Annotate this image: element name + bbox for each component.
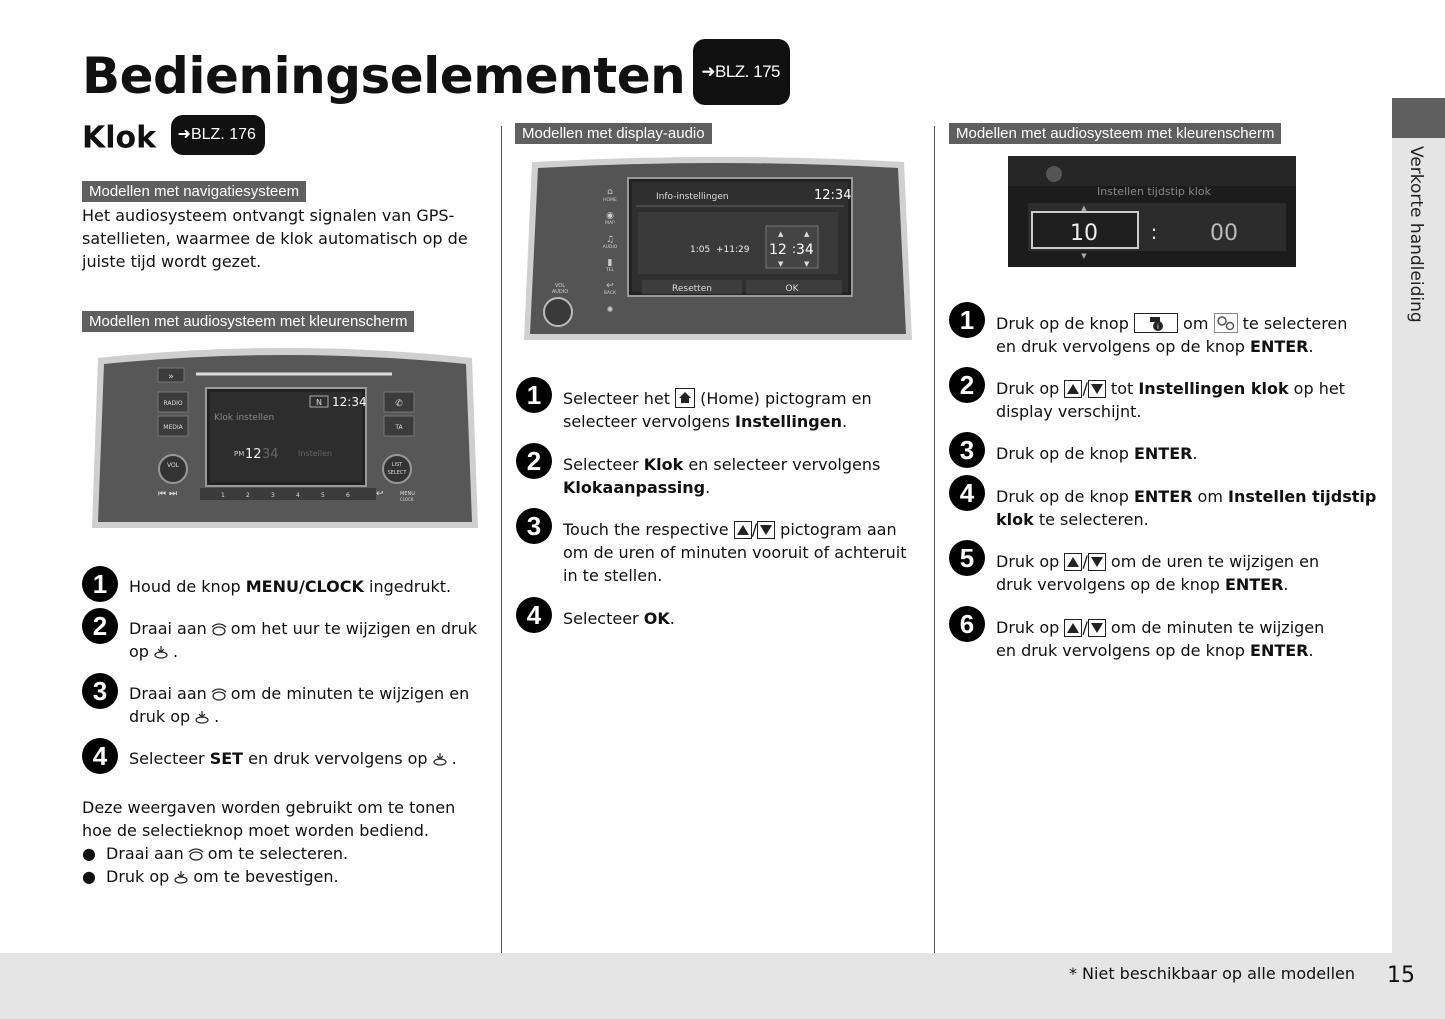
- step-number: 6: [949, 606, 985, 642]
- rotate-knob-icon: [210, 622, 228, 636]
- audio-icon[interactable]: ♫: [605, 235, 615, 245]
- preset-2[interactable]: 2: [246, 492, 250, 499]
- settings-icon: [1214, 313, 1238, 333]
- section-page-ref[interactable]: ➜BLZ. 176: [171, 115, 265, 155]
- up-arrow-icon: [1064, 553, 1082, 571]
- side-label-back: BACK: [603, 291, 617, 296]
- press-knob-icon: [152, 645, 170, 659]
- press-knob-icon: [172, 870, 190, 884]
- up-arrow-icon: [1064, 619, 1082, 637]
- arrow-right-icon: ➜: [701, 61, 715, 81]
- screen-title: Klok instellen: [214, 413, 275, 423]
- ta-button[interactable]: TA: [395, 424, 403, 431]
- nav-description: Het audiosysteem ontvangt signalen van GPS-satellieten, waarmee de klok automatisch op de juiste tijd wordt gezet.: [82, 206, 468, 271]
- screen-clock: 12:34: [814, 188, 852, 203]
- home-icon: [675, 388, 695, 408]
- side-label-tel: TEL: [605, 268, 615, 273]
- step-number: 2: [516, 443, 552, 479]
- screen-title: Info-instellingen: [656, 192, 729, 202]
- page-footer: [0, 953, 1445, 1019]
- skip-icons: ⏮ ⏭: [158, 489, 178, 499]
- display-audio-label: Modellen met display-audio: [515, 123, 712, 144]
- top-icon-text: »: [168, 372, 174, 382]
- up-arrow-icon: [1064, 380, 1082, 398]
- chapter-label: Verkorte handleiding: [1406, 146, 1426, 323]
- step-number: 4: [516, 597, 552, 633]
- display-audio-unit-image: [524, 156, 912, 340]
- column-divider: [934, 126, 935, 953]
- arrow-down-icon[interactable]: ▼: [804, 260, 810, 268]
- down-arrow-icon: [1088, 553, 1106, 571]
- preset-6[interactable]: 6: [346, 492, 350, 499]
- list-knob[interactable]: LIST: [391, 462, 403, 468]
- footnote: * Niet beschikbaar op alle modellen: [1068, 964, 1355, 983]
- time-separator: :: [792, 242, 797, 256]
- audio-label: AUDIO: [551, 289, 569, 295]
- menu-button[interactable]: MENU: [400, 491, 415, 497]
- color-audio-label: Modellen met audiosysteem met kleurenscherm: [82, 311, 414, 332]
- vol-knob[interactable]: VOL: [166, 462, 180, 469]
- step-number: 2: [82, 608, 118, 644]
- nav-models-label: Modellen met navigatiesysteem: [82, 181, 306, 202]
- column-divider: [501, 126, 502, 953]
- screen-clock: 12:34: [332, 395, 367, 409]
- time-separator: :: [1150, 220, 1158, 244]
- vol-label: VOL: [554, 283, 566, 289]
- title-page-ref[interactable]: ➜BLZ. 175: [693, 39, 790, 105]
- preset-4[interactable]: 4: [296, 492, 300, 499]
- hour-value: 10: [1070, 221, 1098, 246]
- preset-1[interactable]: 1: [221, 492, 225, 499]
- back-icon: ↩: [376, 489, 384, 499]
- down-arrow-icon: [1088, 619, 1106, 637]
- step-number: 3: [82, 673, 118, 709]
- page-title: Bedieningselementen ➜BLZ. 175: [82, 44, 790, 113]
- step-number: 4: [82, 738, 118, 774]
- chapter-sidebar: [1392, 98, 1445, 953]
- arrow-down-icon[interactable]: ▼: [778, 260, 784, 268]
- section-title: Klok ➜BLZ. 176: [82, 119, 265, 159]
- color-audio-unit-image: [92, 344, 478, 528]
- clock-setting-screen-image: [1008, 156, 1296, 267]
- minute-value: 00: [1210, 221, 1238, 246]
- light-icon[interactable]: ✺: [606, 305, 614, 314]
- pm-indicator: PM: [234, 450, 245, 458]
- media-button[interactable]: MEDIA: [163, 424, 183, 431]
- instellen-text: Instellen: [298, 449, 333, 458]
- n-badge: N: [316, 398, 322, 407]
- rotate-knob-icon: [187, 847, 205, 861]
- step-number: 1: [516, 377, 552, 413]
- arrow-up-icon[interactable]: ▲: [778, 230, 784, 238]
- menu-info-button-icon: [1134, 313, 1178, 333]
- step-number: 1: [949, 302, 985, 338]
- preset-5[interactable]: 5: [321, 492, 325, 499]
- up-arrow-icon: [734, 521, 752, 539]
- arrow-right-icon: ➜: [177, 126, 191, 143]
- clock-label: CLOCK: [400, 497, 414, 502]
- step-number: 4: [949, 475, 985, 511]
- step-number: 2: [949, 367, 985, 403]
- side-label-map: MAP: [605, 221, 615, 226]
- side-label-audio: AUDIO: [602, 245, 618, 250]
- svg-text:i: i: [1156, 323, 1159, 331]
- screen-title: Instellen tijdstip klok: [1097, 185, 1211, 198]
- phone-icon[interactable]: ▮: [607, 258, 613, 268]
- minute-value: 34: [796, 242, 814, 258]
- down-arrow-icon: [1088, 380, 1106, 398]
- time-a: 1:05: [690, 245, 711, 255]
- step-number: 1: [82, 566, 118, 602]
- map-icon[interactable]: ◉: [606, 211, 614, 221]
- arrow-up-icon[interactable]: ▲: [804, 230, 810, 238]
- step-number: 5: [949, 540, 985, 576]
- back-icon[interactable]: ↩: [606, 281, 614, 291]
- radio-button[interactable]: RADIO: [163, 400, 183, 407]
- page-number: 15: [1387, 963, 1415, 988]
- reset-button[interactable]: Resetten: [672, 284, 712, 294]
- arrow-up-icon: ▲: [1081, 204, 1087, 212]
- step-number: 3: [949, 432, 985, 468]
- down-arrow-icon: [757, 521, 775, 539]
- color-audio-label-2: Modellen met audiosysteem met kleurenscherm: [949, 123, 1281, 144]
- side-label-home: HOME: [603, 198, 617, 203]
- press-knob-icon: [193, 710, 211, 724]
- home-icon[interactable]: ⌂: [607, 187, 613, 197]
- phone-icon: ✆: [395, 399, 403, 409]
- hour-value: 12: [245, 447, 262, 462]
- arrow-down-icon: ▼: [1081, 252, 1087, 260]
- preset-3[interactable]: 3: [271, 492, 275, 499]
- chapter-tab-marker[interactable]: [1392, 98, 1445, 138]
- minute-value: 34: [262, 447, 279, 462]
- hour-value: 12: [769, 242, 787, 258]
- press-knob-icon: [431, 752, 449, 766]
- time-b: +11:29: [716, 245, 750, 255]
- step-number: 3: [516, 508, 552, 544]
- note-text: Deze weergaven worden gebruikt om te tonen hoe de selectieknop moet worden bediend.: [82, 798, 456, 840]
- ok-button[interactable]: OK: [785, 284, 799, 294]
- select-label: SELECT: [387, 470, 407, 476]
- rotate-knob-icon: [210, 687, 228, 701]
